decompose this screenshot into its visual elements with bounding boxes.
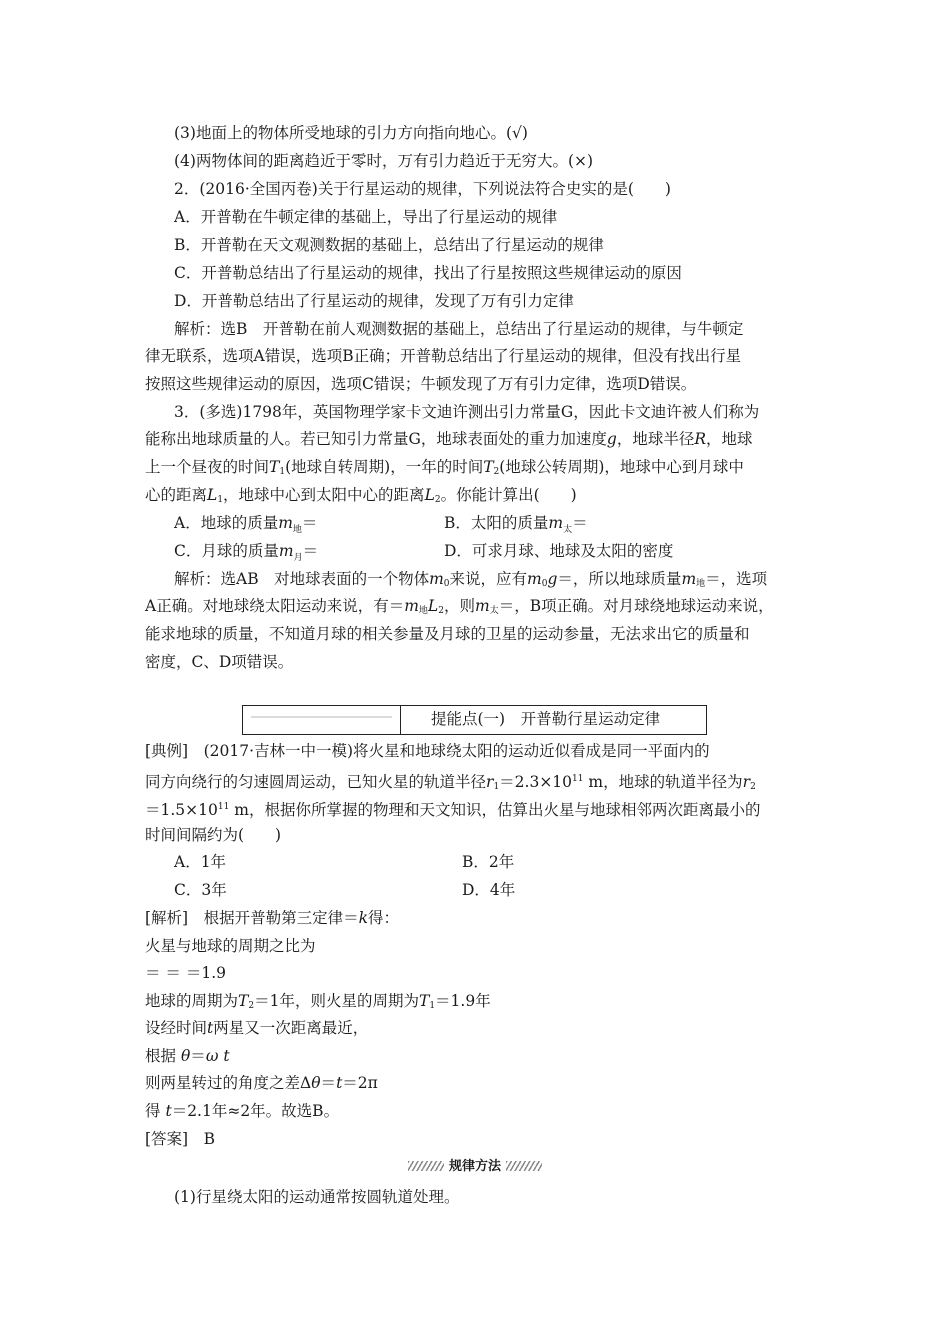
solution-line: [145, 596, 774, 621]
symbol: T: [483, 458, 494, 476]
option-c: C．3年: [174, 881, 227, 899]
analysis-line: [145, 1018, 368, 1038]
text-run: ＝1.9年: [435, 992, 491, 1010]
symbol: m: [548, 514, 564, 532]
question-3-line: [145, 429, 753, 449]
subscript: 地: [418, 606, 428, 616]
text-run: A正确。对地球绕太阳运动来说，有＝: [145, 597, 405, 615]
example-line: [145, 769, 756, 797]
symbol: t: [336, 1074, 343, 1092]
text-run: ＝2.1年≈2年。故选B。: [171, 1102, 340, 1120]
option-b: [444, 513, 588, 540]
symbol: m: [429, 570, 444, 588]
symbol: g: [606, 430, 617, 448]
text-run: 解析：选AB 对地球表面的一个物体: [174, 570, 430, 588]
analysis-line: [145, 1101, 339, 1121]
option-d: D．可求月球、地球及太阳的密度: [444, 542, 674, 560]
text-run: 则两星转过的角度之差Δ: [145, 1074, 312, 1092]
subscript: 地: [696, 579, 706, 589]
text-run: ＝1.5×10: [145, 801, 218, 820]
decorative-bar: [251, 716, 392, 718]
option-b: B．开普勒在天文观测数据的基础上，总结出了行星运动的规律: [174, 236, 604, 254]
symbol: m: [404, 597, 419, 615]
section-heading-title: 提能点(一) 开普勒行星运动定律: [431, 710, 661, 728]
option-a: [174, 513, 317, 540]
subscript: 1: [429, 1001, 436, 1011]
symbol: m: [681, 570, 697, 588]
symbol: t: [207, 1019, 214, 1037]
question-3: 3．(多选)1798年，英国物理学家卡文迪许测出引力常量G，因此卡文迪许被人们称为: [174, 403, 760, 421]
symbol: T: [269, 458, 280, 476]
superscript: 11: [217, 802, 230, 812]
symbol: R: [694, 430, 707, 448]
symbol: m: [527, 570, 542, 588]
subscript: 0: [541, 579, 548, 589]
solution-line: 能求地球的质量，不知道月球的相关参量及月球的卫星的运动参量，无法求出它的质量和: [145, 625, 750, 643]
text-run: 得: [145, 1102, 161, 1120]
solution-line: 律无联系，选项A错误，选项B正确；开普勒总结出了行星运动的规律，但没有找出行星: [145, 347, 742, 365]
example-line: [典例] (2017·吉林一中一模)将火星和地球绕太阳的运动近似看成是同一平面内的: [145, 742, 710, 760]
text-line: (3)地面上的物体所受地球的引力方向指向地心。(√): [174, 124, 528, 142]
symbol: T: [238, 992, 249, 1010]
text-run: A．地球的质量: [174, 514, 279, 532]
text-run: 两星又一次距离最近，: [213, 1019, 369, 1037]
text-run: 来说，应有: [449, 570, 528, 588]
symbol: r: [742, 773, 751, 792]
method-heading: [0, 1157, 950, 1177]
subscript: 2: [434, 495, 441, 505]
subscript: 2: [750, 782, 756, 793]
text-run: ＝2π: [342, 1074, 378, 1092]
symbol: ω: [205, 1047, 219, 1065]
option-c: C．开普勒总结出了行星运动的规律，找出了行星按照这些规律运动的原因: [174, 264, 682, 282]
text-run: 。你能计算出( ): [440, 486, 577, 504]
solution-line: 按照这些规律运动的原因，选项C错误；牛顿发现了万有引力定律，选项D错误。: [145, 375, 697, 393]
text-run: ＝，B项正确。对月球绕地球运动来说，: [498, 597, 774, 615]
text-run: ＝: [320, 1074, 337, 1092]
solution-line: 密度，C、D项错误。: [145, 653, 294, 671]
option-c: [174, 541, 318, 568]
text-run: 心的距离: [145, 486, 208, 504]
answer-line: [答案] B: [145, 1130, 215, 1148]
text-run: ，则: [443, 597, 475, 615]
method-heading-label: 规律方法: [448, 1159, 501, 1174]
question-3-line: [145, 457, 744, 482]
method-line: (1)行星绕太阳的运动通常按圆轨道处理。: [174, 1188, 460, 1206]
symbol: θ: [180, 1047, 191, 1065]
subscript: 2: [493, 467, 500, 477]
section-heading-left-cell: [243, 706, 401, 734]
text-run: 同方向绕行的匀速圆周运动，已知火星的轨道半径: [145, 773, 487, 792]
text-run: ，地球中心到太阳中心的距离: [223, 486, 425, 504]
subscript: 1: [217, 495, 224, 505]
option-d: D．开普勒总结出了行星运动的规律，发现了万有引力定律: [174, 292, 574, 310]
subscript: 月: [293, 553, 303, 564]
symbol: θ: [311, 1074, 321, 1092]
symbol: L: [427, 597, 439, 615]
text-run: ＝1年，则火星的周期为: [254, 992, 419, 1010]
symbol: m: [474, 597, 490, 615]
subscript: 地: [292, 525, 302, 536]
text-run: 地球的周期为: [145, 992, 239, 1010]
analysis-line: [145, 908, 399, 928]
symbol: r: [486, 773, 494, 792]
symbol: m: [278, 514, 293, 532]
subscript: 2: [438, 606, 444, 616]
text-run: B．太阳的质量: [444, 514, 549, 532]
option-a: A．1年: [174, 853, 227, 871]
symbol: m: [278, 542, 294, 560]
hatch-decoration: [408, 1161, 444, 1171]
analysis-line: ＝ ＝ ＝1.9: [145, 964, 227, 982]
text-run: 上一个昼夜的时间: [145, 458, 270, 476]
text-run: 能称出地球质量的人。若已知引力常量G，地球表面处的重力加速度: [145, 430, 607, 448]
text-line: (4)两物体间的距离趋近于零时，万有引力趋近于无穷大。(×): [174, 152, 594, 170]
text-run: ＝: [302, 542, 319, 560]
question-2: 2．(2016·全国丙卷)关于行星运动的规律，下列说法符合史实的是( ): [174, 180, 671, 198]
text-run: ＝，所以地球质量: [557, 570, 682, 588]
text-run: m，地球的轨道半径为: [583, 773, 743, 792]
solution-line: [174, 569, 767, 594]
symbol: t: [223, 1047, 230, 1065]
superscript: 11: [572, 774, 584, 784]
text-run: ＝2.3×10: [499, 773, 573, 792]
example-line: [145, 797, 760, 820]
option-a: A．开普勒在牛顿定律的基础上，导出了行星运动的规律: [174, 208, 558, 226]
symbol: T: [418, 992, 430, 1010]
section-heading-box: [242, 705, 707, 735]
text-run: m，根据你所掌握的物理和天文知识，估算出火星与地球相邻两次距离最小的: [229, 801, 761, 820]
text-run: [解析] 根据开普勒第三定律＝: [145, 909, 359, 927]
subscript: 1: [279, 467, 286, 477]
subscript: 太: [563, 525, 573, 536]
symbol: t: [165, 1102, 172, 1120]
text-run: ，地球半径: [616, 430, 695, 448]
text-run: ＝: [572, 514, 588, 532]
option-b: B．2年: [462, 853, 515, 871]
text-run: ＝: [301, 514, 318, 532]
analysis-line: [145, 991, 491, 1016]
symbol: g: [547, 570, 558, 588]
hatch-decoration: [506, 1161, 542, 1171]
example-line: 时间间隔约为( ): [145, 826, 282, 844]
subscript: 太: [489, 606, 499, 616]
question-3-line: [145, 485, 577, 510]
option-d: D．4年: [462, 881, 516, 899]
analysis-line: [145, 1073, 378, 1093]
analysis-line: 火星与地球的周期之比为: [145, 937, 316, 955]
symbol: L: [207, 486, 218, 504]
text-run: (地球自转周期)，一年的时间: [285, 458, 484, 476]
text-run: (地球公转周期)，地球中心到月球中: [499, 458, 744, 476]
subscript: 1: [493, 782, 500, 793]
text-run: ，地球: [706, 430, 753, 448]
text-run: ＝，选项: [705, 570, 768, 588]
text-run: 根据: [145, 1047, 177, 1065]
symbol: L: [424, 486, 435, 504]
text-run: 设经时间: [145, 1019, 208, 1037]
text-run: 得：: [368, 909, 400, 927]
subscript: 2: [248, 1001, 255, 1011]
symbol: k: [358, 909, 369, 927]
analysis-line: [145, 1046, 230, 1066]
text-run: ＝: [190, 1047, 206, 1065]
subscript: 0: [443, 579, 450, 589]
text-run: C．月球的质量: [174, 542, 279, 560]
solution-line: 解析：选B 开普勒在前人观测数据的基础上，总结出了行星运动的规律，与牛顿定: [174, 320, 744, 338]
